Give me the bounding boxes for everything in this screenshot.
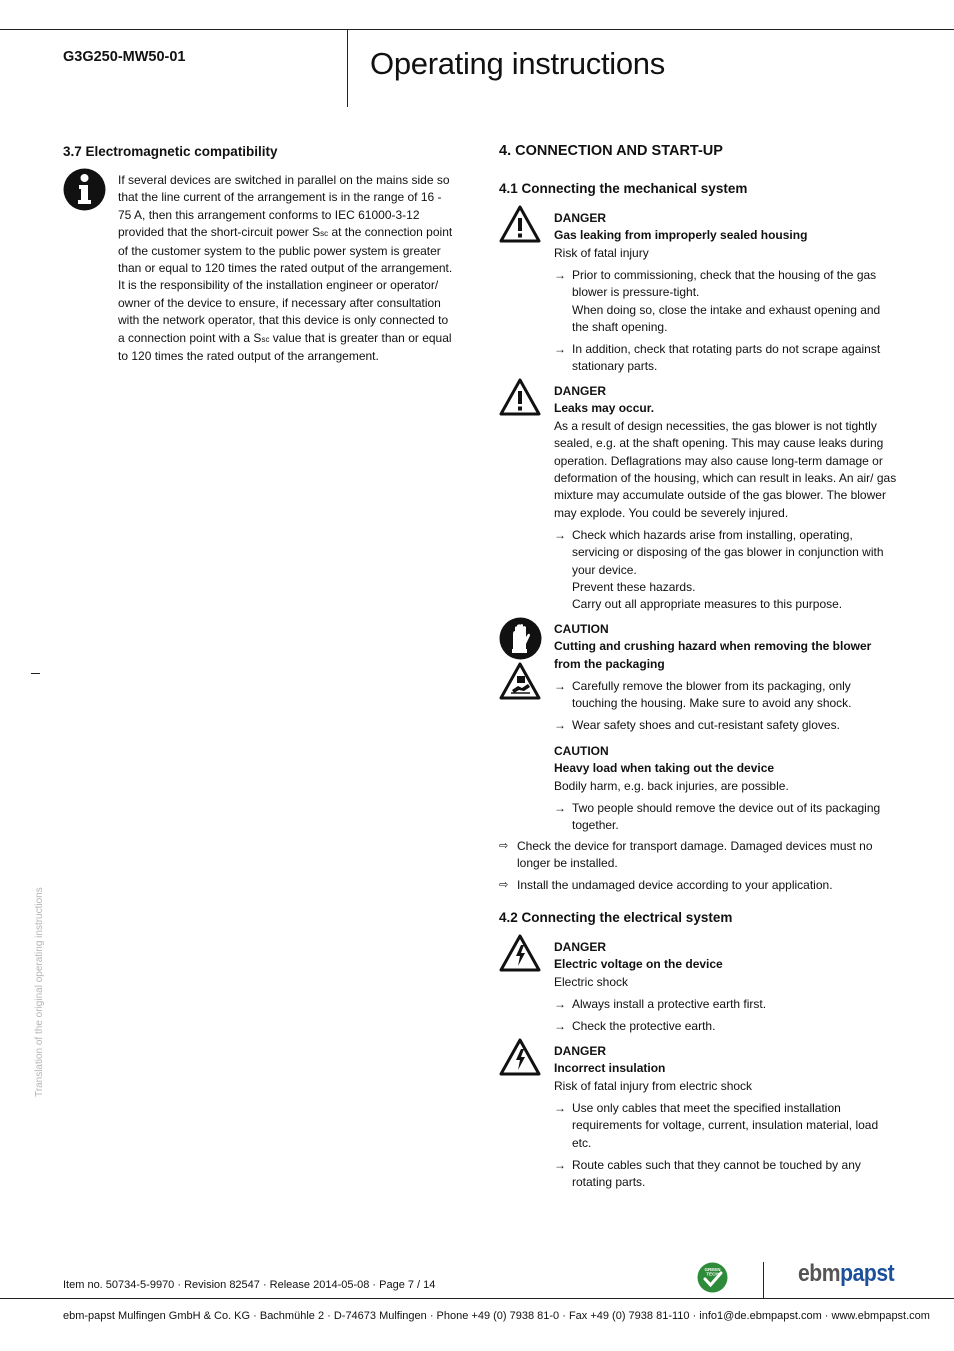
item-info: Item no. 50734-5-9970 · Revision 82547 · Release 2014-05-08 · Page 7 / 14 xyxy=(63,1279,436,1291)
badge-top-text: GREEN xyxy=(704,1267,721,1272)
margin-mark xyxy=(31,673,40,674)
company-info: ebm-papst Mulfingen GmbH & Co. KG · Bachmühle 2 · D-74673 Mulfingen · Phone +49 (0) 7938 81-0 · Fax +49 (0) 7938 81-110 · info1@de.ebmpapst.com · www.ebmpapst.com xyxy=(63,1310,930,1322)
badge-bottom-text: TECH xyxy=(706,1271,719,1277)
danger-voltage xyxy=(554,939,899,1035)
instruction-item: → Carefully remove the blower from its packaging, only touching the housing. Make sure to avoid any shock. xyxy=(554,678,852,711)
electric-hazard-icon xyxy=(499,1038,541,1081)
caution-cutting xyxy=(554,621,899,735)
warning-title: Heavy load when taking out the device xyxy=(554,761,775,776)
caution-heavy-load xyxy=(554,743,899,835)
warning-description: As a result of design necessities, the gas blower is not tightly sealed, e.g. at the shaft opening. This may cause leaks during operation. Deflagrations may also cause long-term damage or deformation of the housing, which can result in leaks. An air/ gas mixture may accumulate outside of the gas blower. The blower may explode. You could be severely injured. xyxy=(554,418,897,520)
warning-description: Risk of fatal injury xyxy=(554,245,649,260)
warning-level: DANGER xyxy=(554,211,607,225)
mechanical-heading: 4.1 Connecting the mechanical system xyxy=(499,181,748,196)
side-note: Translation of the original operating instructions xyxy=(34,887,45,1097)
instruction-item: → Wear safety shoes and cut-resistant safety gloves. xyxy=(554,718,840,733)
emc-paragraph-2: It is the responsibility of the installation engineer or operator/ owner of the device to ensure, if necessary after consultation with the network operator, that this device is only connected to a connection point with a Ssc value that is greater than or equal to 120 times the rated output of the arrangement. xyxy=(118,278,452,364)
warning-triangle-icon xyxy=(499,205,541,248)
model-number: G3G250-MW50-01 xyxy=(63,49,186,65)
warning-description: Bodily harm, e.g. back injuries, are possible. xyxy=(554,778,789,793)
instruction-item: → Check which hazards arise from installing, operating, servicing or disposing of the gas blower in conjunction with your device. Prevent these hazards. Carry out all appropriate measures to this purpose. xyxy=(554,527,884,612)
warning-level: CAUTION xyxy=(554,622,609,636)
bullet-item: ⇨ Install the undamaged device according to your application. xyxy=(499,878,833,892)
instruction-item: → Two people should remove the device out of its packaging together. xyxy=(554,800,881,833)
warning-gas-leak xyxy=(554,210,899,376)
crush-hazard-icon xyxy=(499,662,541,705)
bullet-item: ⇨ Check the device for transport damage. Damaged devices must no longer be installed. xyxy=(499,839,873,871)
instruction-item: → Check the protective earth. xyxy=(554,1018,716,1033)
instruction-item: → Route cables such that they cannot be touched by any rotating parts. xyxy=(554,1157,861,1190)
info-icon xyxy=(63,168,106,216)
instruction-item: → In addition, check that rotating parts do not scrape against stationary parts. xyxy=(554,342,881,374)
header-divider xyxy=(347,29,348,107)
warning-title: Gas leaking from improperly sealed housing xyxy=(554,228,808,243)
emc-text xyxy=(118,172,458,365)
warning-description: Risk of fatal injury from electric shock xyxy=(554,1078,753,1093)
warning-title: Electric voltage on the device xyxy=(554,957,723,972)
warning-triangle-icon xyxy=(499,378,541,421)
connection-heading: 4. CONNECTION AND START-UP xyxy=(499,143,723,159)
instruction-item: → Use only cables that meet the specified installation requirements for voltage, current, insulation material, load etc. xyxy=(554,1100,879,1150)
electric-hazard-icon xyxy=(499,934,541,977)
footer-rule xyxy=(0,1298,954,1299)
warning-level: DANGER xyxy=(554,1044,607,1058)
electrical-heading: 4.2 Connecting the electrical system xyxy=(499,910,733,925)
instruction-item: → Always install a protective earth first. xyxy=(554,996,767,1011)
warning-level: DANGER xyxy=(554,384,607,398)
page-title: Operating instructions xyxy=(370,46,665,81)
warning-level: CAUTION xyxy=(554,744,609,758)
warning-leaks xyxy=(554,383,899,614)
instruction-item: → Prior to commissioning, check that the housing of the gas blower is pressure-tight. When doing so, close the intake and exhaust opening and the shaft opening. xyxy=(554,267,881,335)
emc-paragraph-1: If several devices are switched in parallel on the mains side so that the line current of the arrangement is in the range of 16 - 75 A, then this arrangement conforms to IEC 61000-3-12 provided that the short-circuit power Ssc at the connection point of the customer system to the public power system is greater than or equal to 120 times the rated output of the arrangement. xyxy=(118,173,453,276)
warning-description: Electric shock xyxy=(554,974,629,989)
greentech-badge xyxy=(697,1262,728,1298)
warning-title: Incorrect insulation xyxy=(554,1061,666,1076)
warning-level: DANGER xyxy=(554,940,607,954)
warning-title: Cutting and crushing hazard when removing the blower from the packaging xyxy=(554,639,872,671)
footer-divider xyxy=(763,1262,764,1298)
warning-title: Leaks may occur. xyxy=(554,401,655,416)
danger-insulation xyxy=(554,1043,899,1191)
gloves-icon xyxy=(499,617,542,665)
emc-heading: 3.7 Electromagnetic compatibility xyxy=(63,144,278,159)
ebmpapst-logo: ebmpapst xyxy=(798,1260,895,1287)
top-rule xyxy=(0,29,954,30)
